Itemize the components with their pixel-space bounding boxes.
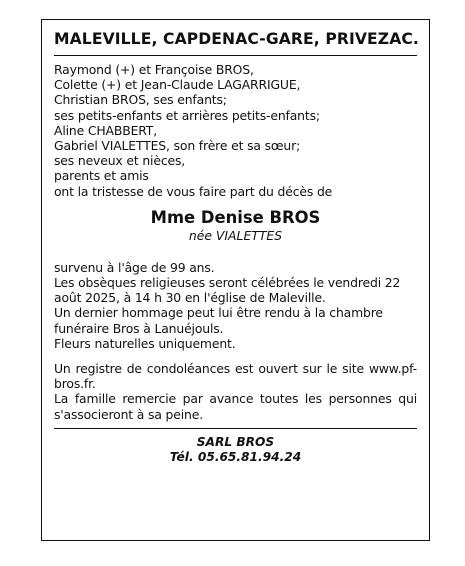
notice-details [54,260,417,422]
age-text: survenu à l'âge de 99 ans. [54,259,215,275]
tribute-text: Un dernier hommage peut lui être rendu à la chambre funéraire Bros à Lanuéjouls. [54,305,383,336]
family-line: ses petits-enfants et arrières petits-enfants; [54,107,320,123]
family-line: Colette (+) et Jean-Claude LAGARRIGUE, [54,77,301,93]
registry-text: Un registre de condoléances est ouvert sur le site www.pf-bros.fr. [54,361,417,392]
thanks-text: La famille remercie par avance toutes les personnes qui s'associeront à sa peine. [54,391,417,422]
family-line: ses neveux et nièces, [54,153,186,169]
company-phone: Tél. 05.65.81.94.24 [169,450,302,465]
deceased-name: Mme Denise BROS [150,207,321,227]
flowers-text: Fleurs naturelles uniquement. [54,335,236,351]
maiden-name: née VIALETTES [188,227,283,243]
notice-header: MALEVILLE, CAPDENAC-GARE, PRIVEZAC. [54,30,419,48]
header-divider [54,55,417,56]
family-line: parents et amis [54,168,149,184]
family-line: Gabriel VIALETTES, son frère et sa sœur; [54,138,301,154]
family-line: Raymond (+) et Françoise BROS, [54,62,254,77]
deceased-block [54,208,417,243]
obituary-notice [41,19,430,541]
company-name: SARL BROS [196,434,275,449]
notice-footer [54,435,417,466]
family-line: ont la tristesse de vous faire part du décès de [54,183,333,199]
family-line: Aline CHABBERT, [54,122,158,138]
footer-divider [54,428,417,429]
funeral-text: Les obsèques religieuses seront célébrées le vendredi 22 août 2025, à 14 h 30 en l'église de Maleville. [54,275,401,306]
family-list [54,62,417,199]
family-line: Christian BROS, ses enfants; [54,92,227,108]
